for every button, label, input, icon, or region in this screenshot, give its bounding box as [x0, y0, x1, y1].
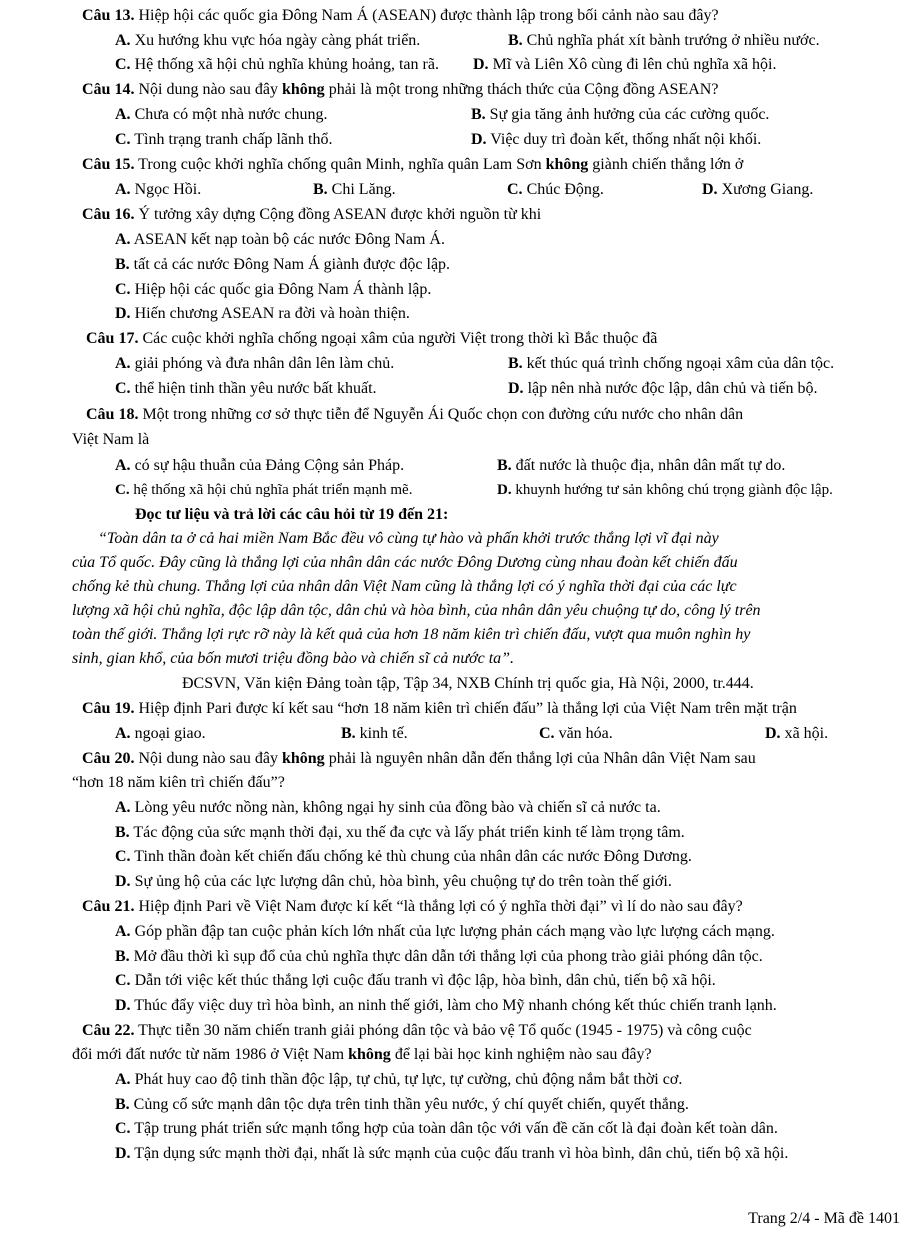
question-17-option-a: A. giải phóng và đưa nhân dân lên làm chủ. [115, 355, 395, 372]
question-13-option-b: B. Chủ nghĩa phát xít bành trướng ở nhiều nước. [508, 32, 820, 49]
question-21-option-d: D. Thúc đẩy việc duy trì hòa bình, an ninh thế giới, làm cho Mỹ nhanh chóng kết thúc chiến tranh lạnh. [115, 997, 777, 1014]
question-14-option-c: C. Tình trạng tranh chấp lãnh thổ. [115, 131, 333, 148]
question-17-option-c: C. thể hiện tinh thần yêu nước bất khuất. [115, 380, 377, 397]
passage-line-3: chống kẻ thù chung. Thắng lợi của nhân dân Việt Nam cũng là thắng lợi có ý nghĩa thời đại của các lực [72, 578, 737, 595]
question-20-stem-line-2: “hơn 18 năm kiên trì chiến đấu”? [72, 774, 285, 791]
question-21-option-c: C. Dẫn tới việc kết thúc thắng lợi cuộc đấu tranh vì độc lập, hòa bình, dân chủ, tiến bộ xã hội. [115, 972, 716, 989]
question-15-option-d: D. Xương Giang. [702, 181, 814, 198]
question-15-option-c: C. Chúc Động. [507, 181, 604, 198]
question-16-stem: Câu 16. Ý tưởng xây dựng Cộng đồng ASEAN được khởi nguồn từ khi [82, 206, 542, 223]
passage-line-4: lượng xã hội chủ nghĩa, độc lập dân tộc, dân chủ và hòa bình, của nhân dân yêu chuộng tự do, công lý trên [72, 602, 761, 619]
question-17-option-d: D. lập nên nhà nước độc lập, dân chủ và tiến bộ. [508, 380, 818, 397]
passage-line-5: toàn thế giới. Thắng lợi rực rỡ này là kết quả của hơn 18 năm kiên trì chiến đấu, vượt qua muôn nghìn hy [72, 626, 751, 643]
question-21-option-a: A. Góp phần đập tan cuộc phản kích lớn nhất của lực lượng phản cách mạng vào lực lượng cách mạng. [115, 923, 775, 940]
question-22-option-a: A. Phát huy cao độ tinh thần độc lập, tự chủ, tự lực, tự cường, chủ động nắm bắt thời cơ. [115, 1071, 683, 1088]
question-15-option-b: B. Chi Lăng. [313, 181, 396, 198]
question-18-option-a: A. có sự hậu thuẫn của Đảng Cộng sản Pháp. [115, 457, 405, 474]
question-19-option-d: D. xã hội. [765, 725, 829, 742]
question-22-option-c: C. Tập trung phát triển sức mạnh tổng hợp của toàn dân tộc với vấn đề căn cốt là đại đoàn kết toàn dân. [115, 1120, 778, 1137]
passage-source: ĐCSVN, Văn kiện Đảng toàn tập, Tập 34, NXB Chính trị quốc gia, Hà Nội, 2000, tr.444. [182, 675, 754, 692]
question-22-option-d: D. Tận dụng sức mạnh thời đại, nhất là sức mạnh của cuộc đấu tranh vì hòa bình, dân chủ, tiến bộ xã hội. [115, 1145, 789, 1162]
question-20-option-d: D. Sự ủng hộ của các lực lượng dân chủ, hòa bình, yêu chuộng tự do trên toàn thế giới. [115, 873, 672, 890]
question-22-stem-line-2: đổi mới đất nước từ năm 1986 ở Việt Nam không để lại bài học kinh nghiệm nào sau đây? [72, 1046, 652, 1063]
question-16-option-b: B. tất cả các nước Đông Nam Á giành được độc lập. [115, 256, 451, 273]
question-18-option-b: B. đất nước là thuộc địa, nhân dân mất tự do. [497, 457, 786, 474]
question-14-stem: Câu 14. Nội dung nào sau đây không phải là một trong những thách thức của Cộng đồng ASEAN? [82, 81, 719, 98]
question-16-option-d: D. Hiến chương ASEAN ra đời và hoàn thiện. [115, 305, 410, 322]
question-22-option-b: B. Củng cố sức mạnh dân tộc dựa trên tinh thần yêu nước, ý chí quyết chiến, quyết thắng. [115, 1096, 689, 1113]
question-14-option-a: A. Chưa có một nhà nước chung. [115, 106, 328, 123]
question-21-stem: Câu 21. Hiệp định Pari về Việt Nam được kí kết “là thắng lợi có ý nghĩa thời đại” vì lí do nào sau đây? [82, 898, 743, 915]
passage-line-2: của Tổ quốc. Đây cũng là thắng lợi của nhân dân các nước Đông Dương cùng nhau đoàn kết chiến đấu [72, 554, 738, 571]
question-19-option-c: C. văn hóa. [539, 725, 613, 742]
question-16-option-a: A. ASEAN kết nạp toàn bộ các nước Đông Nam Á. [115, 231, 445, 248]
question-20-option-a: A. Lòng yêu nước nồng nàn, không ngại hy sinh của đồng bào và chiến sĩ cả nước ta. [115, 799, 661, 816]
question-21-option-b: B. Mở đầu thời kì sụp đổ của chủ nghĩa thực dân dẫn tới thắng lợi của phong trào giải phóng dân tộc. [115, 948, 763, 965]
question-13-stem: Câu 13. Hiệp hội các quốc gia Đông Nam Á (ASEAN) được thành lập trong bối cảnh nào sau đây? [82, 7, 719, 24]
question-22-stem-line-1: Câu 22. Thực tiễn 30 năm chiến tranh giải phóng dân tộc và bảo vệ Tổ quốc (1945 - 1975) và công cuộc [82, 1022, 752, 1039]
question-15-stem: Câu 15. Trong cuộc khởi nghĩa chống quân Minh, nghĩa quân Lam Sơn không giành chiến thắng lớn ở [82, 156, 744, 173]
passage-line-1: “Toàn dân ta ở cả hai miền Nam Bắc đều vô cùng tự hào và phấn khởi trước thắng lợi vĩ đại này [98, 530, 719, 547]
question-17-stem: Câu 17. Các cuộc khởi nghĩa chống ngoại xâm của người Việt trong thời kì Bắc thuộc đã [86, 330, 658, 347]
question-19-option-a: A. ngoại giao. [115, 725, 206, 742]
question-15-option-a: A. Ngọc Hồi. [115, 181, 202, 198]
question-14-option-d: D. Việc duy trì đoàn kết, thống nhất nội khối. [471, 131, 762, 148]
question-18-stem-line-1: Câu 18. Một trong những cơ sở thực tiễn để Nguyễn Ái Quốc chọn con đường cứu nước cho nhân dân [86, 406, 744, 423]
reading-heading: Đọc tư liệu và trả lời các câu hỏi từ 19 đến 21: [135, 506, 449, 523]
question-18-option-c: C. hệ thống xã hội chủ nghĩa phát triển mạnh mẽ. [115, 482, 413, 498]
question-13-option-d: D. Mĩ và Liên Xô cùng đi lên chủ nghĩa xã hội. [473, 56, 777, 73]
question-17-option-b: B. kết thúc quá trình chống ngoại xâm của dân tộc. [508, 355, 835, 372]
question-13-option-c: C. Hệ thống xã hội chủ nghĩa khủng hoảng, tan rã. [115, 56, 439, 73]
question-20-option-c: C. Tinh thần đoàn kết chiến đấu chống kẻ thù chung của nhân dân các nước Đông Dương. [115, 848, 692, 865]
passage-line-6: sinh, gian khổ, của bốn mươi triệu đồng bào và chiến sĩ cả nước ta”. [72, 650, 515, 667]
question-20-option-b: B. Tác động của sức mạnh thời đại, xu thế đa cực và lấy phát triển kinh tế làm trọng tâm. [115, 824, 685, 841]
question-18-stem-line-2: Việt Nam là [72, 431, 150, 448]
page-footer: Trang 2/4 - Mã đề 1401 [748, 1210, 900, 1227]
question-13-option-a: A. Xu hướng khu vực hóa ngày càng phát triển. [115, 32, 421, 49]
question-20-stem-line-1: Câu 20. Nội dung nào sau đây không phải là nguyên nhân dẫn đến thắng lợi của Nhân dân Việt Nam sau [82, 750, 756, 767]
question-14-option-b: B. Sự gia tăng ảnh hưởng của các cường quốc. [471, 106, 770, 123]
question-19-option-b: B. kinh tế. [341, 725, 408, 742]
question-19-stem: Câu 19. Hiệp định Pari được kí kết sau “hơn 18 năm kiên trì chiến đấu” là thắng lợi của Việt Nam trên mặt trận [82, 700, 797, 717]
question-16-option-c: C. Hiệp hội các quốc gia Đông Nam Á thành lập. [115, 281, 432, 298]
question-18-option-d: D. khuynh hướng tư sản không chú trọng giành độc lập. [497, 482, 833, 498]
